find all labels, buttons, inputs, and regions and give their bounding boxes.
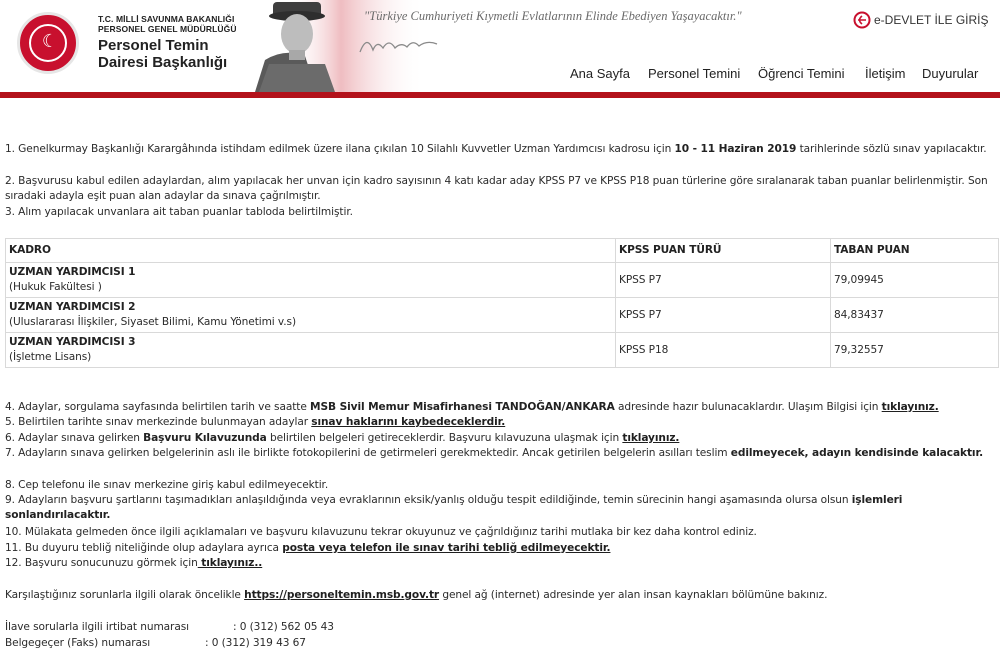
main-nav — [0, 66, 1000, 84]
cell-puan-turu: KPSS P18 — [616, 333, 831, 368]
cell-taban-puan: 79,32557 — [831, 333, 999, 368]
phone-label: İlave sorularla ilgili irtibat numarası — [5, 621, 189, 633]
nav-item-duyurular[interactable]: Duyurular — [922, 66, 979, 81]
kadro-title: UZMAN YARDIMCISI 2 — [9, 301, 136, 313]
dept-name-line1: Personel Temin — [98, 37, 209, 54]
table-row — [6, 298, 999, 333]
cell-kadro — [6, 298, 616, 333]
paragraph-9 — [5, 493, 995, 524]
ministry-logo[interactable] — [17, 12, 79, 74]
p7-text: 7. Adayların sınava gelirken belgelerinin aslı ile birlikte fotokopilerini de getirmeleri gerekmektedir. Ancak getirilen belgelerin asılları teslim — [5, 447, 731, 459]
org-name-line1: T.C. MİLLİ SAVUNMA BAKANLIĞI — [98, 14, 235, 24]
p9-bold: işlemleri sonlandırılacaktır. — [5, 494, 903, 522]
p4-text-end: adresinde hazır bulunacaklardır. Ulaşım Bilgisi için — [614, 401, 882, 413]
p12-text: 12. Başvuru sonucunuzu görmek için — [5, 557, 198, 569]
phone-value: : 0 (312) 562 05 43 — [233, 621, 334, 633]
cell-puan-turu: KPSS P7 — [616, 263, 831, 298]
fax-label: Belgegeçer (Faks) numarası — [5, 637, 151, 649]
paragraph-5 — [5, 415, 995, 430]
exam-dates: 10 - 11 Haziran 2019 — [674, 143, 797, 155]
exam-rights-link[interactable]: sınav haklarını kaybedeceklerdir. — [311, 416, 506, 428]
paragraph-6 — [5, 431, 995, 446]
nav-item-personel-temini[interactable]: Personel Temini — [648, 66, 741, 81]
contact-paragraph — [5, 588, 995, 603]
org-name-line2: PERSONEL GENEL MÜDÜRLÜĞÜ — [98, 24, 237, 34]
guide-text: Başvuru Kılavuzunda — [143, 432, 267, 444]
logo-emblem-icon — [29, 24, 67, 62]
kadro-title: UZMAN YARDIMCISI 3 — [9, 336, 136, 348]
p5-text: 5. Belirtilen tarihte sınav merkezinde bulunmayan adaylar — [5, 416, 312, 428]
p6-text-end: belirtilen belgeleri getireceklerdir. Başvuru kılavuzuna ulaşmak için — [266, 432, 623, 444]
nav-item-iletisim[interactable]: İletişim — [865, 66, 906, 81]
score-table — [5, 238, 999, 368]
paragraph-1 — [5, 142, 995, 157]
col-header-puan-turu: KPSS PUAN TÜRÜ — [616, 239, 831, 263]
dept-name-line2: Dairesi Başkanlığı — [98, 54, 228, 71]
cell-puan-turu: KPSS P7 — [616, 298, 831, 333]
kadro-sub: (İşletme Lisans) — [9, 351, 92, 363]
p1-text: 1. Genelkurmay Başkanlığı Karargâhında istihdam edilmek üzere ilana çıkılan 10 Silahlı Kuvvetler Uzman Yardımcısı kadrosu için — [5, 143, 675, 155]
kadro-sub: (Uluslararası İlişkiler, Siyaset Bilimi, Kamu Yönetimi v.s) — [9, 316, 296, 328]
notification-link[interactable]: posta veya telefon ile sınav tarihi tebliğ edilmeyecektir. — [282, 542, 611, 554]
star-icon: ☾ — [41, 31, 59, 52]
transport-info-link[interactable]: tıklayınız. — [881, 401, 939, 413]
cell-kadro — [6, 263, 616, 298]
site-header — [0, 0, 1000, 92]
cell-taban-puan: 84,83437 — [831, 298, 999, 333]
p7-bold: edilmeyecek, adayın kendisinde kalacaktır. — [730, 447, 983, 459]
website-link[interactable]: https://personeltemin.msb.gov.tr — [244, 589, 440, 601]
fax-value: : 0 (312) 319 43 67 — [205, 637, 306, 649]
table-row — [6, 263, 999, 298]
paragraph-3: 3. Alım yapılacak unvanlara ait taban puanlar tabloda belirtilmiştir. — [5, 206, 353, 218]
table-header-row — [6, 239, 999, 263]
col-header-taban-puan: TABAN PUAN — [831, 239, 999, 263]
nav-item-ana-sayfa[interactable]: Ana Sayfa — [570, 66, 630, 81]
cell-kadro — [6, 333, 616, 368]
p9-text: 9. Adayların başvuru şartlarını taşımadıkları anlaşıldığında veya evraklarının eksik/yanlış olduğu tespit edildiğinde, temin sürecinin hangi aşamasında olursa olsun — [5, 494, 852, 506]
paragraph-4 — [5, 400, 995, 415]
table-row — [6, 333, 999, 368]
guide-link[interactable]: tıklayınız. — [622, 432, 680, 444]
cell-taban-puan: 79,09945 — [831, 263, 999, 298]
contact-text: Karşılaştığınız sorunlarla ilgili olarak öncelikle — [5, 589, 245, 601]
announcement-content — [0, 98, 1000, 670]
fax-line — [5, 636, 995, 651]
motto-text: "Türkiye Cumhuriyeti Kıymetli Evlatlarının Elinde Ebediyen Yaşayacaktır." — [364, 9, 742, 23]
exam-location: MSB Sivil Memur Misafirhanesi TANDOĞAN/ANKARA — [310, 401, 615, 413]
kadro-title: UZMAN YARDIMCISI 1 — [9, 266, 136, 278]
contact-text-end: genel ağ (internet) adresinde yer alan insan kaynakları bölümüne bakınız. — [439, 589, 828, 601]
paragraph-2: 2. Başvurusu kabul edilen adaylardan, alım yapılacak her unvan için kadro sayısının 4 katı kadar aday KPSS P7 ve KPSS P18 puan türlerine göre sıralanarak taban puanlar belirlenmiştir. Son sıradaki adayla eşit puan alan adaylar da sınava çağrılmıştır. — [5, 175, 988, 203]
phone-line — [5, 620, 995, 635]
p11-text: 11. Bu duyuru tebliğ niteliğinde olup adaylara ayrıca — [5, 542, 283, 554]
edevlet-icon — [853, 11, 871, 29]
paragraph-12 — [5, 556, 995, 571]
kadro-sub: (Hukuk Fakültesi ) — [9, 281, 102, 293]
paragraph-11 — [5, 541, 995, 556]
results-link[interactable]: tıklayınız.. — [197, 557, 263, 569]
paragraph-10: 10. Mülakata gelmeden önce ilgili açıklamaları ve başvuru kılavuzunu tekrar okuyunuz ve çağrıldığınız tarihi mutlaka bir kez daha kontrol ediniz. — [5, 526, 757, 538]
p1-text-end: tarihlerinde sözlü sınav yapılacaktır. — [796, 143, 987, 155]
col-header-kadro: KADRO — [6, 239, 616, 263]
p4-text: 4. Adaylar, sorgulama sayfasında belirtilen tarih ve saatte — [5, 401, 311, 413]
signature-icon — [355, 30, 445, 60]
p6-text: 6. Adaylar sınava gelirken — [5, 432, 144, 444]
paragraph-8: 8. Cep telefonu ile sınav merkezine giriş kabul edilmeyecektir. — [5, 479, 329, 491]
paragraph-7 — [5, 446, 995, 461]
edevlet-login-button[interactable] — [853, 11, 989, 29]
nav-item-ogrenci-temini[interactable]: Öğrenci Temini — [758, 66, 845, 81]
edevlet-label: e-DEVLET İLE GİRİŞ — [874, 13, 989, 27]
